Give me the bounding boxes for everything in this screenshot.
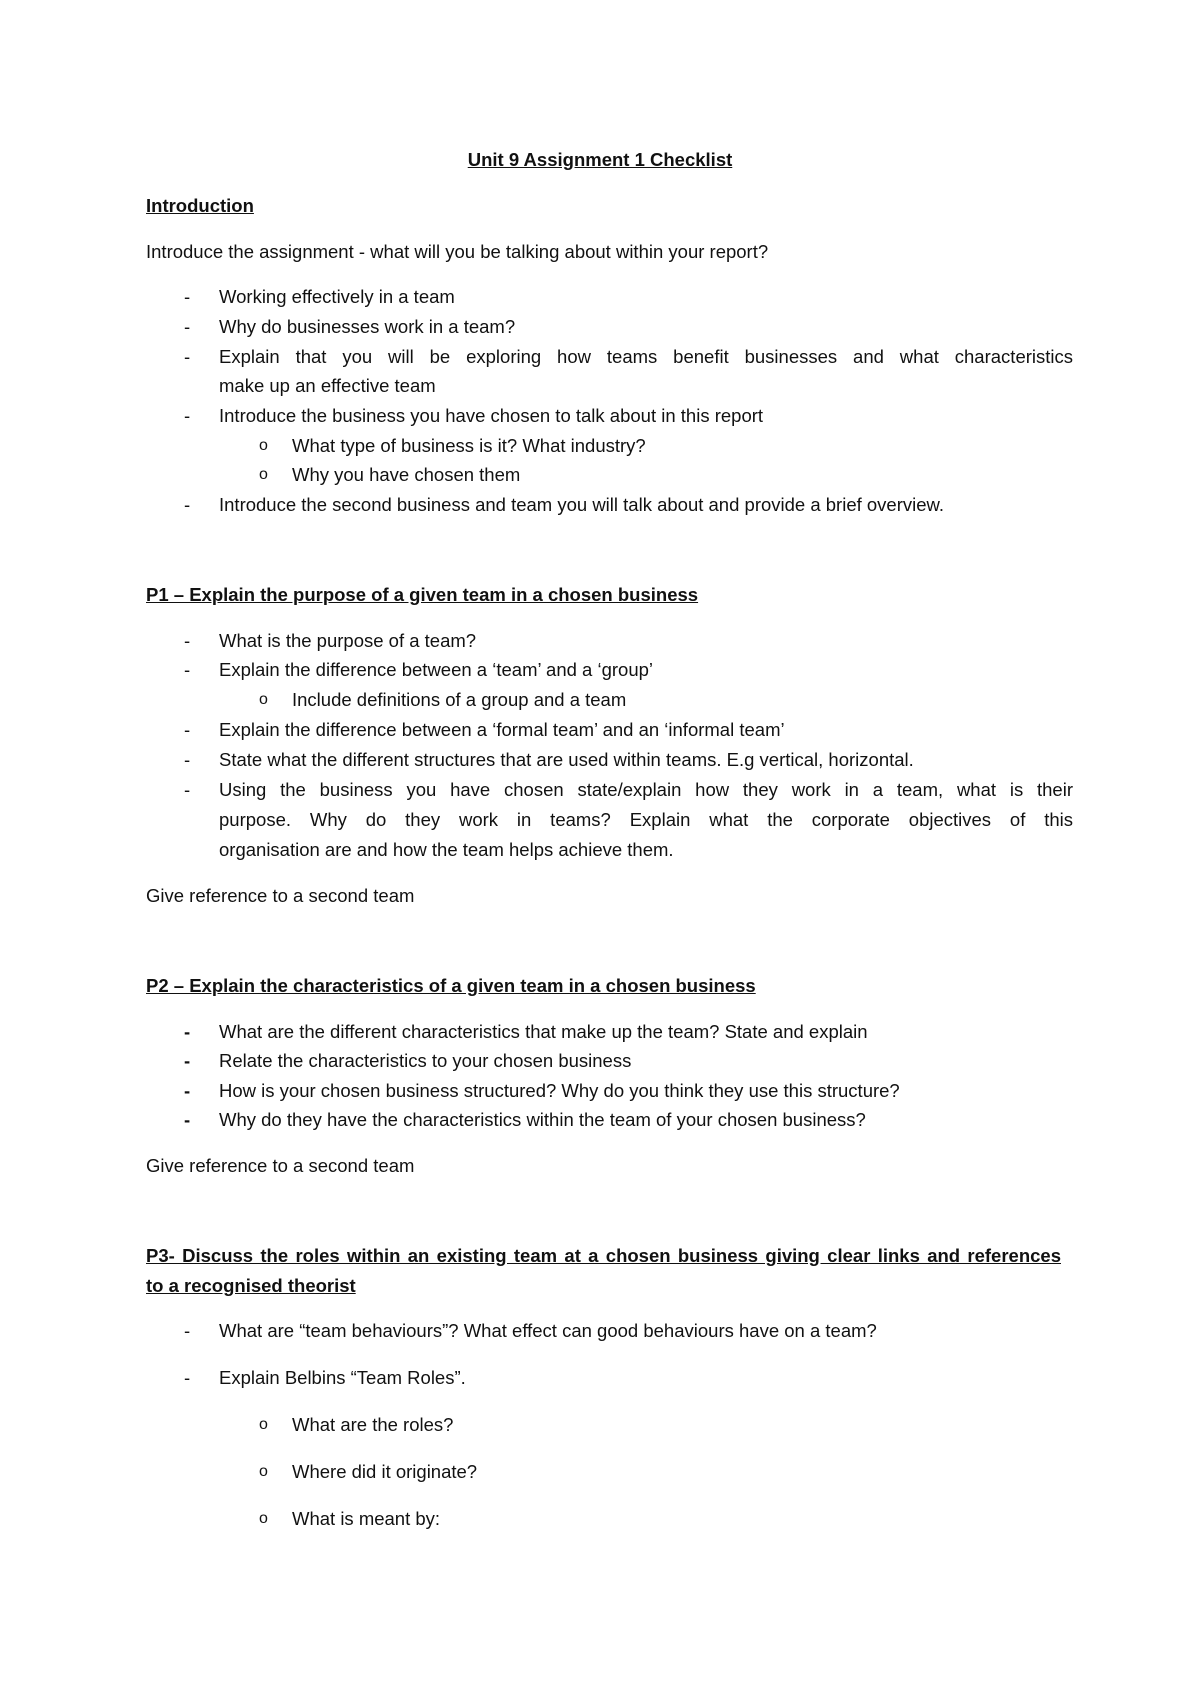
list-item-continuation: organisation are and how the team helps achieve them. [219,839,674,860]
dash-marker: - [184,719,191,740]
bullet-marker: o [259,1416,268,1433]
dash-marker: - [184,1050,191,1071]
dash-marker: - [184,316,191,337]
dash-marker: - [184,1320,191,1341]
list-item: Explain that you will be exploring how teams benefit businesses and what characteristics [219,346,1073,367]
list-item: What are “team behaviours”? What effect can good behaviours have on a team? [219,1320,877,1341]
list-item: Introduce the business you have chosen to talk about in this report [219,405,764,426]
list-item: Explain the difference between a ‘team’ and a ‘group’ [219,659,654,680]
intro-lead: Introduce the assignment - what will you be talking about within your report? [146,241,769,262]
sub-list-item: What is meant by: [292,1508,441,1529]
p3-heading: P3- Discuss the roles within an existing team at a chosen business giving clear links and references [146,1245,1061,1266]
list-item: Introduce the second business and team you will talk about and provide a brief overview. [219,494,945,515]
dash-marker: - [184,779,191,800]
list-item: State what the different structures that are used within teams. E.g vertical, horizontal. [219,749,914,770]
dash-marker: - [184,1021,191,1042]
dash-marker: - [184,346,191,367]
bullet-marker: o [259,466,268,483]
list-item: Explain the difference between a ‘formal team’ and an ‘informal team’ [219,719,785,740]
dash-marker: - [184,405,191,426]
document-title: Unit 9 Assignment 1 Checklist [467,149,733,170]
p2-footer-note: Give reference to a second team [146,1155,415,1176]
p2-heading: P2 – Explain the characteristics of a given team in a chosen business [146,975,756,996]
list-item: Using the business you have chosen state/explain how they work in a team, what is their [219,779,1073,800]
sub-list-item: Where did it originate? [292,1461,478,1482]
bullet-marker: o [259,1510,268,1527]
sub-list-item: Include definitions of a group and a team [292,689,627,710]
bullet-marker: o [259,1463,268,1480]
sub-list-item: Why you have chosen them [292,464,521,485]
list-item: What are the different characteristics that make up the team? State and explain [219,1021,868,1042]
bullet-marker: o [259,437,268,454]
list-item: Why do businesses work in a team? [219,316,516,337]
dash-marker: - [184,494,191,515]
dash-marker: - [184,749,191,770]
dash-marker: - [184,1109,191,1130]
sub-list-item: What type of business is it? What industry? [292,435,646,456]
dash-marker: - [184,630,191,651]
list-item: How is your chosen business structured? Why do you think they use this structure? [219,1080,900,1101]
intro-heading: Introduction [146,195,254,216]
dash-marker: - [184,659,191,680]
list-item: Explain Belbins “Team Roles”. [219,1367,466,1388]
list-item-continuation: purpose. Why do they work in teams? Explain what the corporate objectives of this [219,809,1073,830]
list-item: Why do they have the characteristics within the team of your chosen business? [219,1109,866,1130]
dash-marker: - [184,1367,191,1388]
list-item: Relate the characteristics to your chosen business [219,1050,632,1071]
dash-marker: - [184,286,191,307]
p1-footer-note: Give reference to a second team [146,885,415,906]
list-item-continuation: make up an effective team [219,375,436,396]
sub-list-item: What are the roles? [292,1414,454,1435]
p3-heading-continuation: to a recognised theorist [146,1275,356,1296]
list-item: Working effectively in a team [219,286,455,307]
bullet-marker: o [259,691,268,708]
dash-marker: - [184,1080,191,1101]
list-item: What is the purpose of a team? [219,630,477,651]
p1-heading: P1 – Explain the purpose of a given team in a chosen business [146,584,699,605]
